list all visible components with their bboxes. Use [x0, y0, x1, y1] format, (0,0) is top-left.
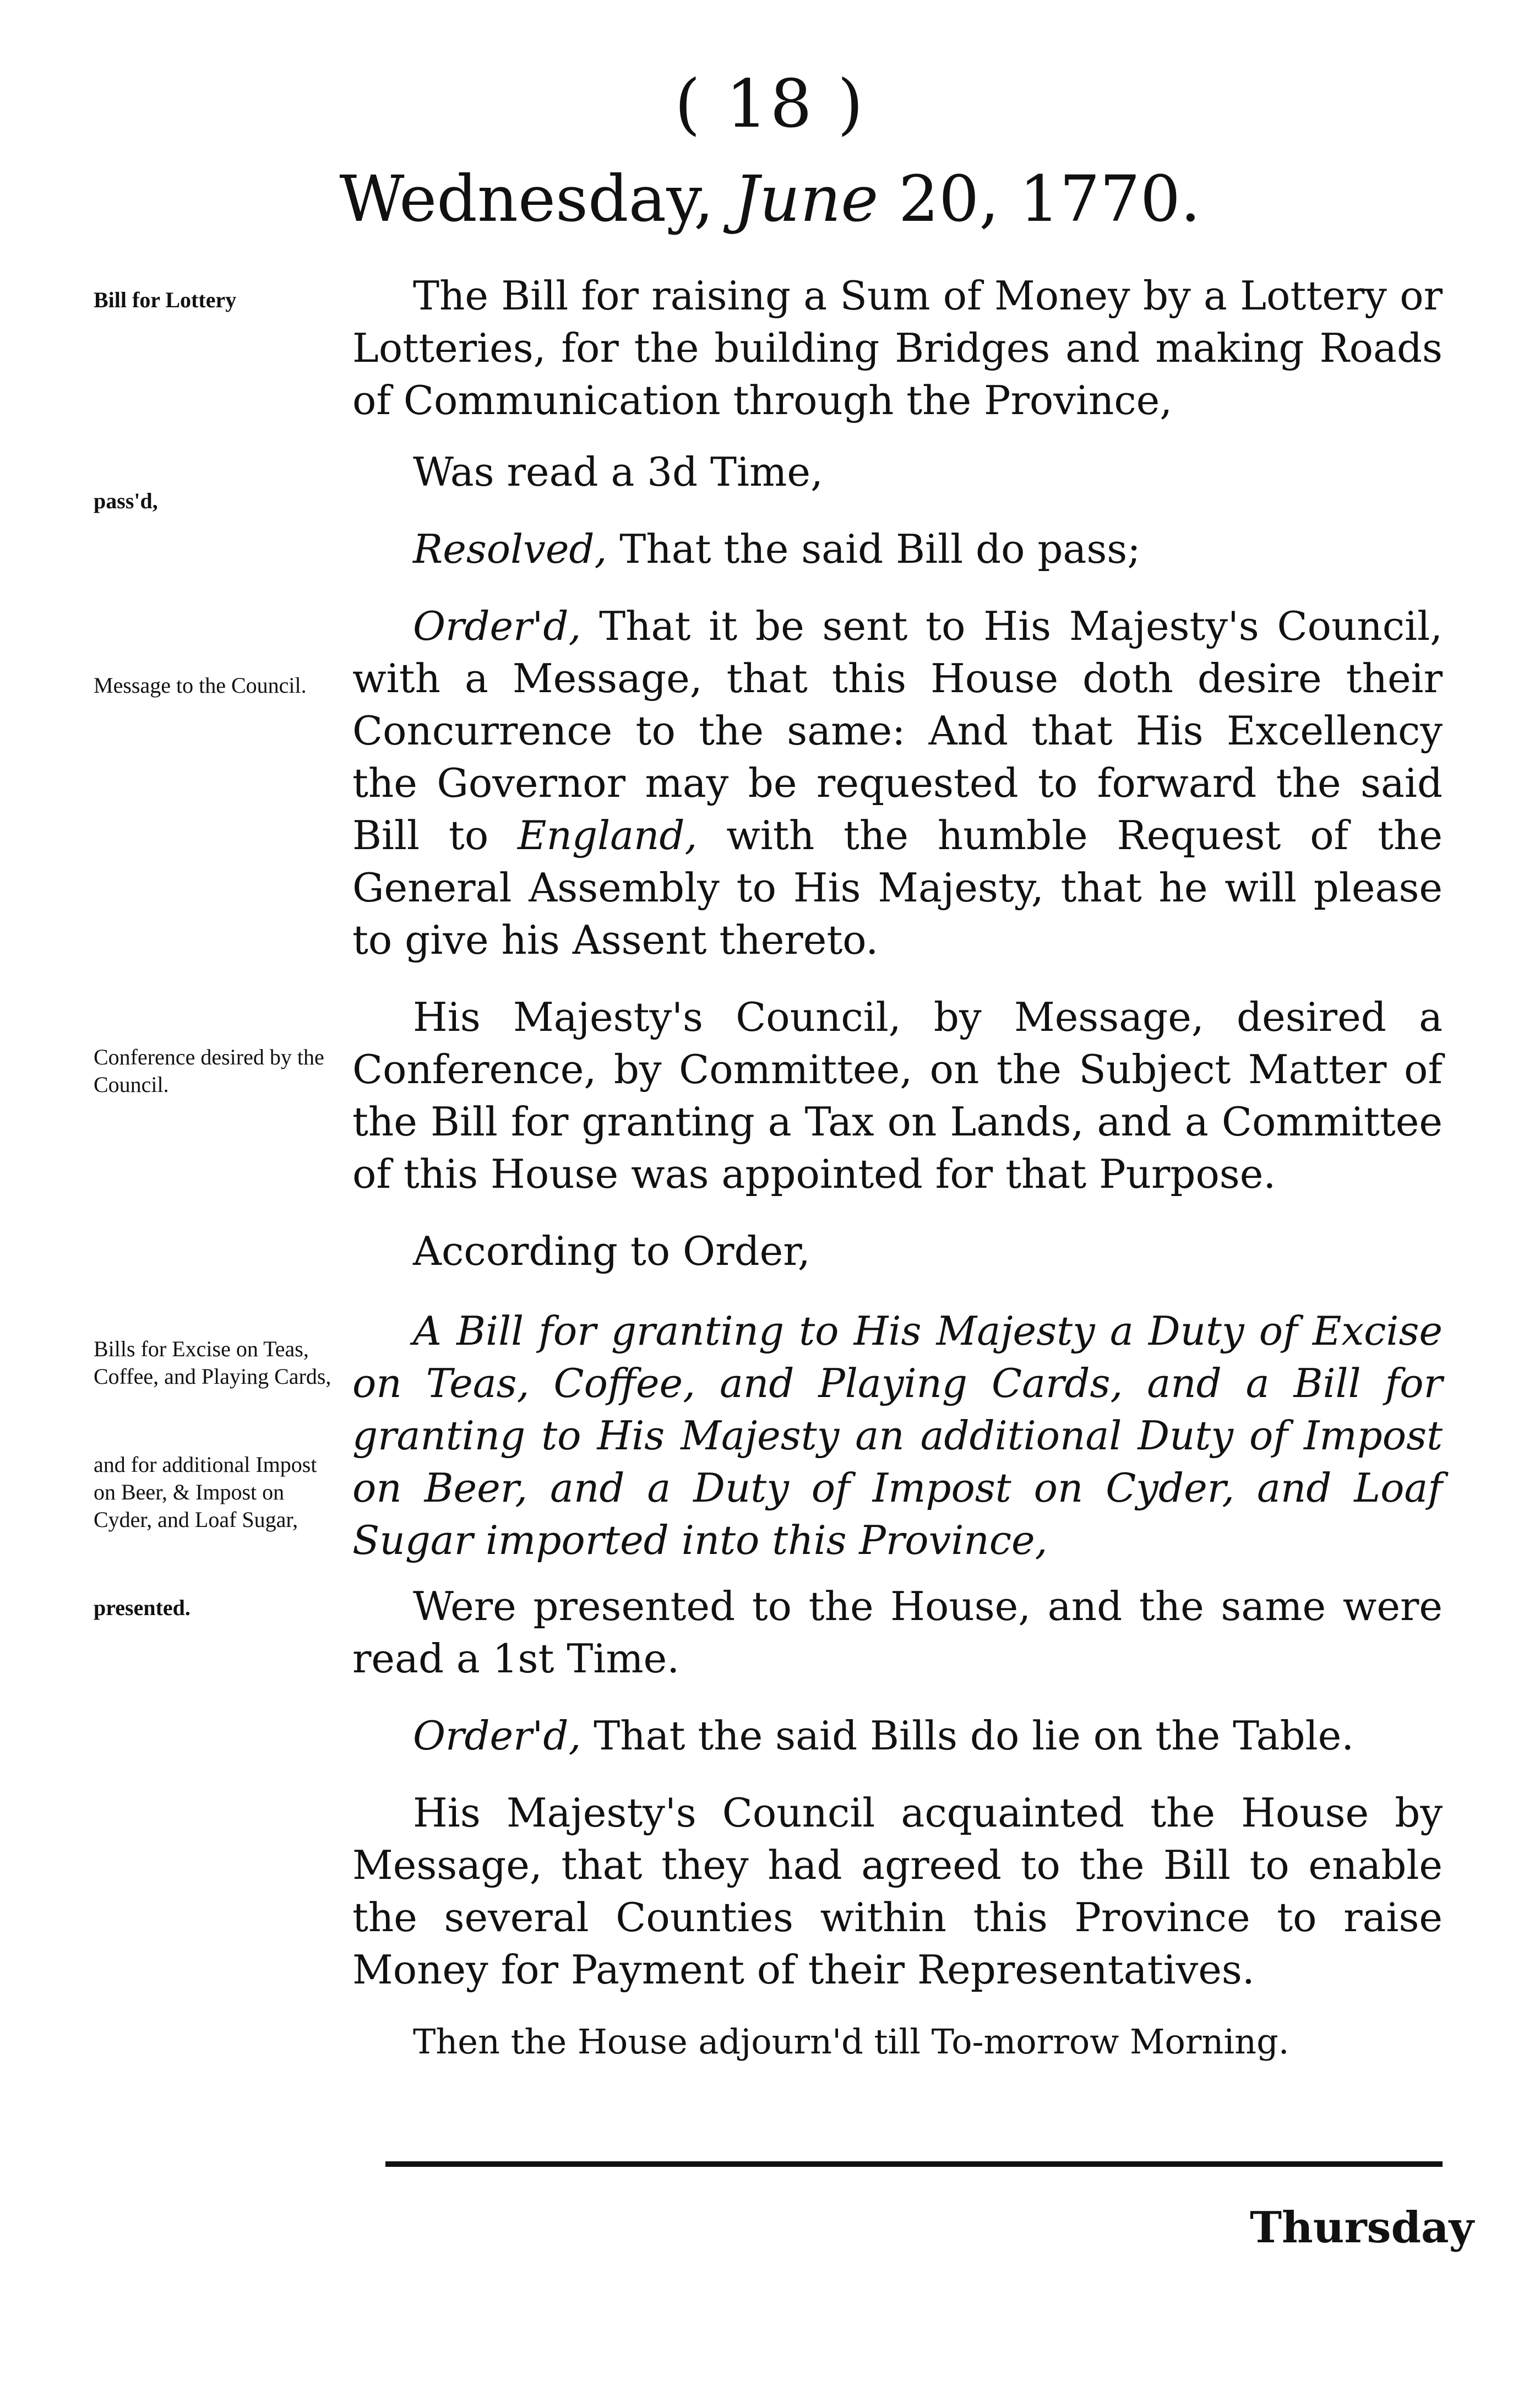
paragraph-lie-on-table: Order'd, That the said Bills do lie on the Table. [413, 1713, 1354, 1759]
date-heading [0, 162, 1540, 236]
paragraph-excise-bills: A Bill for granting to His Majesty a Duty of Excise on Teas, Coffee, and Playing Cards, and a Bill for granting to His Majesty an additional Duty of Impost on Beer, and a Duty of Impost on Cyder, and Loaf Sugar imported into this Province, [352, 1308, 1443, 1563]
margin-note-impost: and for additional Impost on Beer, & Impost on Cyder, and Loaf Sugar, [94, 1452, 317, 1532]
margin-note-bill-lottery: Bill for Lottery [94, 287, 237, 312]
paragraph-conference: His Majesty's Council, by Message, desired a Conference, by Committee, on the Subject Matter of the Bill for granting a Tax on Lands, and a Committee of this House was appointed for that Purpose. [352, 994, 1443, 1197]
paragraph-ordered-message: Order'd, That it be sent to His Majesty's Council, with a Message, that this House doth desire their Concurrence to the same: And that His Excellency the Governor may be requested to forward the said Bill to England, with the humble Request of the General Assembly to His Majesty, that he will please to give his Assent thereto. [352, 603, 1443, 963]
catchword: Thursday [1250, 2203, 1474, 2253]
paragraph-according-to-order: According to Order, [413, 1228, 810, 1274]
paragraph-read-third-time: Was read a 3d Time, [413, 449, 823, 495]
paragraph-adjourn: Then the House adjourn'd till To-morrow Morning. [413, 2021, 1289, 2062]
margin-note-passed: pass'd, [94, 488, 158, 513]
margin-note-bills-excise: Bills for Excise on Teas, Coffee, and Playing Cards, [94, 1336, 331, 1389]
heading-month: June [734, 162, 879, 236]
heading-day: Wednesday, [339, 162, 714, 236]
page-number: ( 18 ) [674, 66, 866, 143]
margin-note-message: Message to the Council. [94, 673, 307, 698]
margin-note-conference: Conference desired by the Council. [94, 1045, 324, 1097]
paragraph-resolved: Resolved, That the said Bill do pass; [413, 526, 1141, 572]
heading-date: 20, 1770. [898, 162, 1201, 236]
horizontal-rule [385, 2161, 1443, 2167]
margin-note-presented: presented. [94, 1595, 191, 1620]
paragraph-presented: Were presented to the House, and the same were read a 1st Time. [352, 1583, 1443, 1682]
paragraph-lottery-bill: The Bill for raising a Sum of Money by a Lottery or Lotteries, for the building Bridges and making Roads of Communication through the Province, [352, 273, 1443, 423]
paragraph-council-agreed: His Majesty's Council acquainted the House by Message, that they had agreed to the Bill to enable the several Counties within this Province to raise Money for Payment of their Representatives. [352, 1790, 1443, 1993]
